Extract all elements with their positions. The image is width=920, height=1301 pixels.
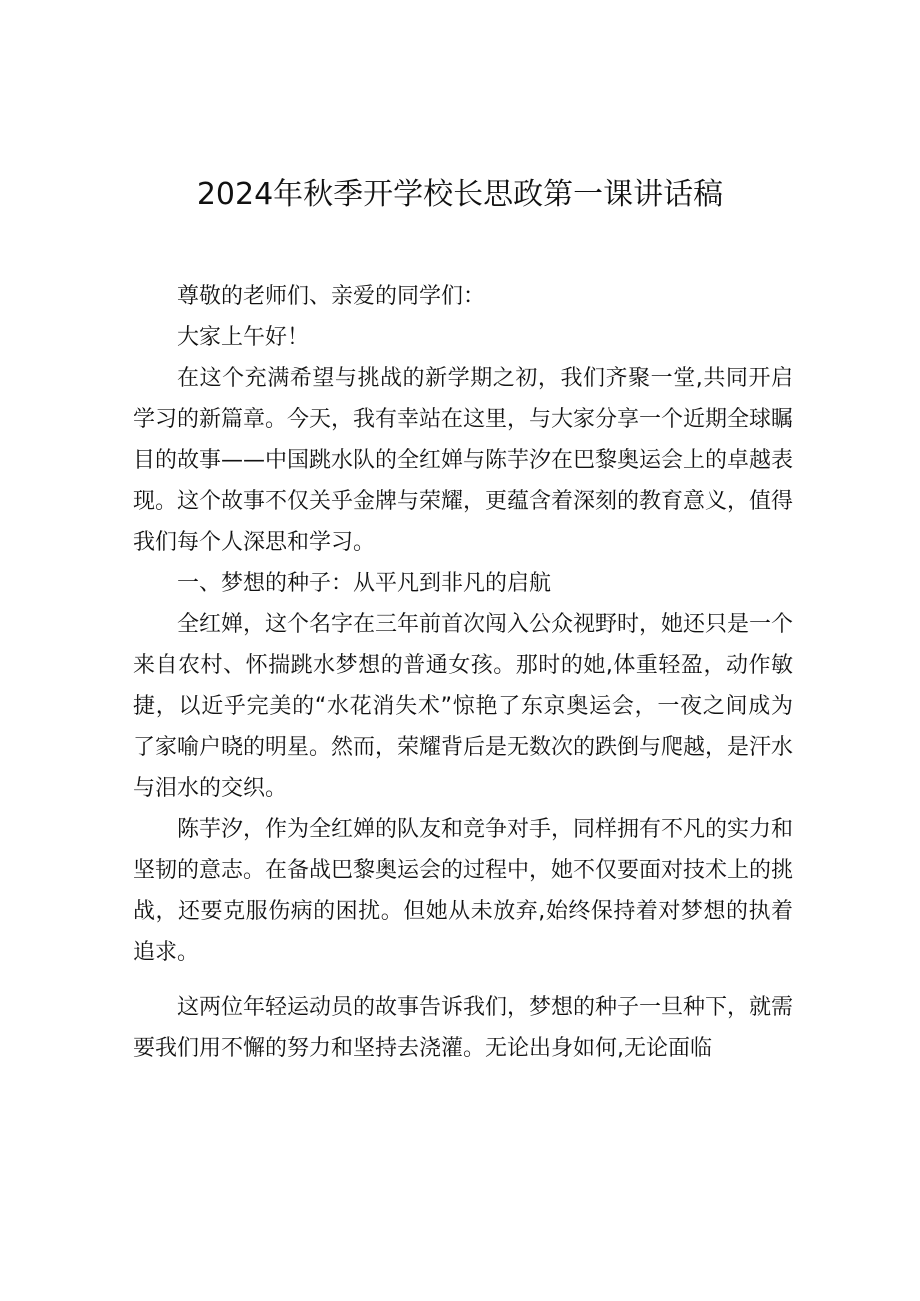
section-heading-1: 一、梦想的种子：从平凡到非凡的启航	[177, 571, 552, 596]
salutation: 尊敬的老师们、亲爱的同学们：	[177, 284, 486, 309]
document-title: 2024年秋季开学校长思政第一课讲话稿	[196, 177, 724, 212]
paragraph-chen-yuxi: 陈芋汐，作为全红婵的队友和竞争对手，同样拥有不凡的实力和坚韧的意志。在备战巴黎奥运会的过程中，她不仅要面对技术上的挑战，还要克服伤病的困扰。但她从未放弃,始终保持着对梦想的执着追求。	[133, 817, 794, 965]
paragraph-quan-hongchan: 全红婵，这个名字在三年前首次闯入公众视野时，她还只是一个来自农村、怀揣跳水梦想的普通女孩。那时的她,体重轻盈，动作敏捷，以近乎完美的“水花消失术”惊艳了东京奥运会，一夜之间成为了家喻户晓的明星。然而，荣耀背后是无数次的跌倒与爬越，是汗水与泪水的交织。	[133, 612, 794, 801]
paragraph-lesson: 这两位年轻运动员的故事告诉我们，梦想的种子一旦种下，就需要我们用不懈的努力和坚持去浇灌。无论出身如何,无论面临	[133, 995, 794, 1061]
document-body	[133, 276, 793, 1069]
intro-paragraph: 在这个充满希望与挑战的新学期之初，我们齐聚一堂,共同开启学习的新篇章。今天，我有幸站在这里，与大家分享一个近期全球瞩目的故事——中国跳水队的全红婵与陈芋汐在巴黎奥运会上的卓越表现。这个故事不仅关乎金牌与荣耀，更蕴含着深刻的教育意义，值得我们每个人深思和学习。	[133, 366, 794, 555]
greeting: 大家上午好！	[177, 325, 310, 350]
